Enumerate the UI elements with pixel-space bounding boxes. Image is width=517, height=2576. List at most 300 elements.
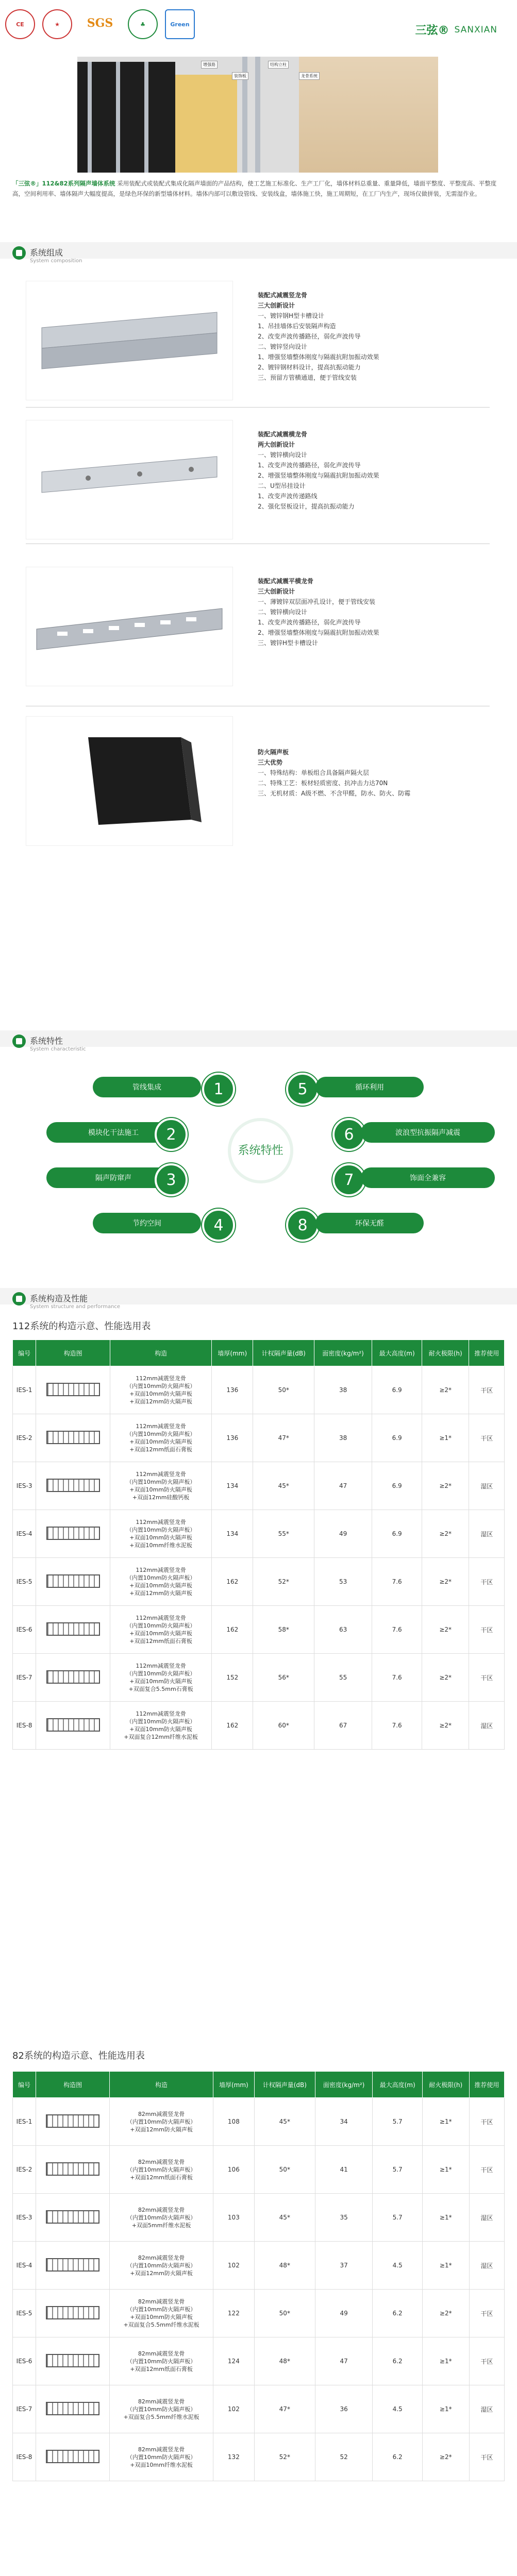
diagram-icon (46, 2162, 99, 2176)
table-cell: IES-2 (13, 1414, 36, 1462)
component-point: 三大创新设计 (258, 302, 295, 309)
structure-diagram (36, 1606, 110, 1654)
structure-diagram (36, 1414, 110, 1462)
table-cell: 干区 (469, 1654, 505, 1702)
diagram-icon (46, 1718, 100, 1732)
table-cell: 36 (315, 2385, 373, 2433)
component-point: 一、薄镀锌双层面冲孔设计，便于管线安装 (258, 598, 376, 605)
feature-finish-compatible: 饰面全兼容 (361, 1167, 495, 1188)
feature-number: 8 (286, 1209, 319, 1242)
component-point: 1、改变声波传播路径，弱化声波传导 (258, 462, 361, 469)
diagram-icon (46, 1670, 100, 1684)
structure-diagram (36, 1510, 110, 1558)
table-cell: ≥2* (422, 1606, 469, 1654)
performance-title-en: System structure and performance (30, 1304, 121, 1310)
feature-save-space: 节约空间 (93, 1213, 201, 1233)
table-cell: 6.2 (373, 2337, 422, 2385)
column-header: 耐火极限(h) (422, 1340, 469, 1366)
table-row (13, 1702, 505, 1750)
table-cell: IES-3 (13, 2194, 36, 2242)
table-cell: 58* (253, 1606, 314, 1654)
component-title: 装配式减震平横龙骨 (258, 578, 314, 585)
table-cell: 49 (314, 1510, 372, 1558)
table-cell: 5.7 (373, 2194, 422, 2242)
table-cell: 152 (212, 1654, 253, 1702)
brand-name-cn: 三弦® (415, 24, 449, 37)
table-row (13, 1606, 505, 1654)
component-point: 二、U型吊挂设计 (258, 482, 306, 489)
diagram-icon (46, 1622, 100, 1636)
table-cell: 112mm减震竖龙骨 （内置10mm防火隔声板） +双面10mm防火隔声板 +双面12mm防火隔声板 (110, 1366, 212, 1414)
structure-diagram (36, 2385, 110, 2433)
component-flat-stud (26, 567, 490, 685)
table-cell: 7.6 (372, 1606, 422, 1654)
component-point: 一、特殊结构：单板组合具备隔声隔火层 (258, 769, 370, 776)
table-cell: ≥1* (422, 2385, 469, 2433)
table-cell: 湿区 (469, 1510, 505, 1558)
table-cell: 干区 (469, 1606, 505, 1654)
table-cell: 82mm减震竖龙骨 （内置10mm防火隔声板） +双面12mm防火隔声板 (110, 2098, 213, 2146)
component-point: 两大创新设计 (258, 441, 295, 448)
stud (88, 62, 92, 173)
diagram-icon (46, 1574, 100, 1588)
column-header: 计权隔声量(dB) (253, 1340, 314, 1366)
brand-name-en: SANXIAN (454, 24, 497, 35)
diagram-icon (46, 2306, 99, 2319)
page-header (0, 0, 517, 52)
table-cell: 41 (315, 2146, 373, 2194)
table-cell: 134 (212, 1510, 253, 1558)
column-header: 推荐使用 (469, 2072, 504, 2098)
column-header: 耐火极限(h) (422, 2072, 469, 2098)
table-cell: ≥2* (422, 1702, 469, 1750)
board-illustration (26, 717, 232, 845)
table-row (13, 2098, 505, 2146)
feature-number: 2 (155, 1118, 188, 1151)
table-cell: 干区 (469, 2146, 504, 2194)
feature-sound-insulation: 隔声防窜声 (46, 1167, 180, 1188)
table-cell: IES-8 (13, 1702, 36, 1750)
component-title: 防火隔声板 (258, 749, 289, 756)
table-cell: 47 (314, 1462, 372, 1510)
structure-diagram (36, 2194, 110, 2242)
flat-stud-image (26, 567, 233, 686)
table-cell: 7.6 (372, 1558, 422, 1606)
column-header: 最大高度(m) (373, 2072, 422, 2098)
intro-text (0, 178, 517, 230)
table-cell: ≥2* (422, 1462, 469, 1510)
table-cell: 6.9 (372, 1462, 422, 1510)
table-cell: 6.9 (372, 1510, 422, 1558)
table-cell: 48* (254, 2337, 315, 2385)
table-row (13, 2385, 505, 2433)
table-cell: 干区 (469, 1366, 505, 1414)
table-cell: 干区 (469, 1558, 505, 1606)
column-header: 构造 (110, 1340, 212, 1366)
component-point: 1、吊挂墙体后安装隔声构造 (258, 323, 336, 330)
table-cell: 50* (253, 1366, 314, 1414)
performance-title-cn: 系统构造及性能 (30, 1294, 88, 1303)
diagram-icon (46, 2210, 99, 2224)
table-cell: ≥2* (422, 1654, 469, 1702)
table-cell: 67 (314, 1702, 372, 1750)
table-cell: 45* (254, 2194, 315, 2242)
table-cell: 34 (315, 2098, 373, 2146)
dark-panel-left (77, 62, 175, 173)
feature-number: 3 (155, 1163, 188, 1196)
table-cell: ≥2* (422, 1558, 469, 1606)
diagram-icon (46, 2450, 99, 2463)
table-cell: IES-4 (13, 1510, 36, 1558)
component-point: 三、镀锌H型卡槽设计 (258, 639, 319, 647)
component-point: 一、镀锌钢H型卡槽设计 (258, 312, 325, 319)
table-cell: 112mm减震竖龙骨 （内置10mm防火隔声板） +双面10mm防火隔声板 +双面复合5.5mm石膏板 (110, 1654, 212, 1702)
structure-diagram (36, 1366, 110, 1414)
table-body (13, 1366, 505, 1750)
wall-tag: 增强筋 (201, 61, 218, 69)
column-header: 面密度(kg/m²) (315, 2072, 373, 2098)
table-row (13, 2290, 505, 2337)
wall-tag: 结构立柱 (268, 61, 289, 69)
diagram-icon (46, 1383, 100, 1396)
component-point: 三、预留方管横通道，便于管线安装 (258, 374, 357, 381)
feature-recycling: 循环利用 (315, 1077, 424, 1097)
section-icon (12, 1292, 26, 1306)
table-cell: IES-6 (13, 1606, 36, 1654)
composition-title-cn: 系统组成 (30, 248, 63, 258)
component-point: 三大创新设计 (258, 588, 295, 595)
stud-illustration (26, 281, 232, 400)
table-cell: ≥2* (422, 1510, 469, 1558)
table-cell: IES-8 (13, 2433, 36, 2481)
divider (26, 407, 490, 408)
table-cell: IES-5 (13, 2290, 36, 2337)
table-cell: 6.2 (373, 2290, 422, 2337)
table-row (13, 2337, 505, 2385)
table-cell: 38 (314, 1414, 372, 1462)
table-cell: 102 (213, 2242, 254, 2290)
table-cell: 53 (314, 1558, 372, 1606)
table-cell: 136 (212, 1366, 253, 1414)
certification-logos (5, 9, 195, 39)
table-cell: 55* (253, 1510, 314, 1558)
green-building-logo: Green (165, 9, 195, 39)
table-cell: 干区 (469, 2098, 504, 2146)
flat-stud-text (258, 576, 379, 648)
table-cell: IES-1 (13, 2098, 36, 2146)
column-header: 编号 (13, 1340, 36, 1366)
wall-tag: 装饰板 (232, 72, 248, 80)
table-cell: 112mm减震竖龙骨 （内置10mm防火隔声板） +双面10mm防火隔声板 +双面12mm纸面石膏板 (110, 1606, 212, 1654)
table-cell: 162 (212, 1558, 253, 1606)
table-row (13, 1558, 505, 1606)
structure-diagram (36, 2337, 110, 2385)
table-cell: IES-7 (13, 2385, 36, 2433)
brand-logo (415, 22, 497, 38)
stud (116, 62, 120, 173)
table-cell: 82mm减震竖龙骨 （内置10mm防火隔声板） +双面复合5.5mm纤维水泥板 (110, 2385, 213, 2433)
diagram-icon (46, 1479, 100, 1492)
table-cell: ≥1* (422, 1414, 469, 1462)
table-cell: 7.6 (372, 1702, 422, 1750)
column-header: 计权隔声量(dB) (254, 2072, 315, 2098)
table-cell: 132 (213, 2433, 254, 2481)
feature-pipeline-integration: 管线集成 (93, 1077, 201, 1097)
star-certification-logo: ★ (42, 9, 72, 39)
column-header: 构造 (110, 2072, 213, 2098)
component-point: 一、镀锌横向设计 (258, 451, 308, 459)
table-row (13, 2146, 505, 2194)
table-cell: 4.5 (373, 2385, 422, 2433)
table-cell: 82mm减震竖龙骨 （内置10mm防火隔声板） +双面12mm防火隔声板 (110, 2242, 213, 2290)
intro-highlight: 「三弦®」112&82系列隔声墙体系统 (12, 180, 115, 187)
table-cell: IES-2 (13, 2146, 36, 2194)
table-82-caption: 82系统的构造示意、性能选用表 (12, 2050, 145, 2061)
column-header: 构造图 (36, 1340, 110, 1366)
feature-number: 5 (286, 1073, 319, 1106)
table-cell: 6.9 (372, 1414, 422, 1462)
table-cell: 112mm减震竖龙骨 （内置10mm防火隔声板） +双面10mm防火隔声板 +双面12mm防火隔声板 (110, 1558, 212, 1606)
table-cell: IES-7 (13, 1654, 36, 1702)
table-cell: 55 (314, 1654, 372, 1702)
structure-diagram (36, 2146, 110, 2194)
component-point: 2、增强竖墙整体刚度与隔震抗附加振动效果 (258, 472, 379, 479)
table-cell: 52* (253, 1558, 314, 1606)
feature-wave-vibration: 波浪型抗振隔声减震 (361, 1122, 495, 1143)
column-header: 墙厚(mm) (212, 1340, 253, 1366)
component-point: 2、改变声波传播路径，弱化声波传导 (258, 333, 361, 340)
table-cell: 5.7 (373, 2146, 422, 2194)
table-cell: 湿区 (469, 1462, 505, 1510)
table-cell: 82mm减震竖龙骨 （内置10mm防火隔声板） +双面10mm防火隔声板 +双面复合5.5mm纤维水泥板 (110, 2290, 213, 2337)
vertical-stud-image (26, 281, 233, 400)
fireproof-board-text (258, 747, 410, 799)
horizontal-stud-text (258, 429, 379, 512)
component-horizontal-stud (26, 420, 490, 538)
feature-dry-construction: 模块化干法施工 (46, 1122, 180, 1143)
table-cell: 47* (254, 2385, 315, 2433)
table-row (13, 1366, 505, 1414)
table-cell: ≥2* (422, 2290, 469, 2337)
diagram-icon (46, 1527, 100, 1540)
feature-number: 1 (202, 1073, 235, 1106)
component-title: 装配式减震横龙骨 (258, 431, 308, 438)
structure-diagram (36, 2290, 110, 2337)
feature-number: 6 (332, 1118, 365, 1151)
component-point: 二、镀锌横向设计 (258, 608, 308, 616)
performance-title (12, 1292, 120, 1310)
component-point: 2、强化竖板设计，提高抗振动能力 (258, 503, 355, 510)
diagram-icon (46, 2354, 99, 2367)
table-cell: IES-6 (13, 2337, 36, 2385)
table-cell: 干区 (469, 2290, 504, 2337)
feature-eco-friendly: 环保无醛 (315, 1213, 424, 1233)
characteristic-center: 系统特性 (228, 1118, 293, 1183)
table-cell: ≥2* (422, 2433, 469, 2481)
column-header: 墙厚(mm) (213, 2072, 254, 2098)
component-point: 2、镀锌钢材料设计，提高抗振动能力 (258, 364, 361, 371)
table-cell: ≥1* (422, 2337, 469, 2385)
sgs-logo: SGS (79, 9, 121, 37)
table-cell: 湿区 (469, 1702, 505, 1750)
table-cell: 35 (315, 2194, 373, 2242)
table-cell: 134 (212, 1462, 253, 1510)
table-cell: 82mm减震竖龙骨 （内置10mm防火隔声板） +双面12mm纸面石膏板 (110, 2337, 213, 2385)
composition-title (12, 246, 82, 264)
table-cell: 4.5 (373, 2242, 422, 2290)
wall-system-illustration (0, 57, 517, 170)
table-row (13, 2242, 505, 2290)
feature-number: 4 (202, 1209, 235, 1242)
component-point: 三大优势 (258, 759, 283, 766)
table-cell: 162 (212, 1702, 253, 1750)
section-icon (12, 1035, 26, 1048)
table-header (13, 1340, 505, 1366)
component-point: 1、改变声波传递路线 (258, 493, 318, 500)
horizontal-stud-image (26, 420, 233, 539)
characteristic-title (12, 1035, 86, 1052)
table-cell: IES-4 (13, 2242, 36, 2290)
column-header: 编号 (13, 2072, 36, 2098)
table-cell: 102 (213, 2385, 254, 2433)
table-cell: 48* (254, 2242, 315, 2290)
component-title: 装配式减震竖龙骨 (258, 292, 308, 299)
table-cell: 45* (253, 1462, 314, 1510)
table-row (13, 2433, 505, 2481)
component-point: 二、镀锌竖向设计 (258, 343, 308, 350)
characteristic-title-cn: 系统特性 (30, 1036, 63, 1046)
table-cell: 56* (253, 1654, 314, 1702)
table-cell: 干区 (469, 1414, 505, 1462)
table-cell: 103 (213, 2194, 254, 2242)
table-cell: 湿区 (469, 2385, 504, 2433)
table-cell: 50* (254, 2146, 315, 2194)
structure-diagram (36, 1702, 110, 1750)
green-leaf-logo: ♣ (128, 9, 158, 39)
feature-number: 7 (332, 1163, 365, 1196)
performance-table-82 (12, 2071, 505, 2481)
table-cell: 6.9 (372, 1366, 422, 1414)
table-cell: 82mm减震竖龙骨 （内置10mm防火隔声板） +双面12mm纸面石膏板 (110, 2146, 213, 2194)
table-cell: 干区 (469, 2337, 504, 2385)
component-point: 二、特殊工艺：板材轻质密度、抗冲击力达70N (258, 779, 388, 787)
table-cell: 124 (213, 2337, 254, 2385)
table-cell: 63 (314, 1606, 372, 1654)
table-cell: 162 (212, 1606, 253, 1654)
diagram-icon (46, 2258, 99, 2272)
table-row (13, 1414, 505, 1462)
table-cell: 60* (253, 1702, 314, 1750)
table-row (13, 1462, 505, 1510)
table-cell: 112mm减震竖龙骨 （内置10mm防火隔声板） +双面10mm防火隔声板 +双面复合12mm纤维水泥板 (110, 1702, 212, 1750)
section-icon (12, 246, 26, 260)
table-cell: ≥1* (422, 2098, 469, 2146)
table-cell: 50* (254, 2290, 315, 2337)
column-header: 推荐使用 (469, 1340, 505, 1366)
table-cell: 干区 (469, 2433, 504, 2481)
table-cell: 38 (314, 1366, 372, 1414)
table-cell: 136 (212, 1414, 253, 1462)
table-cell: 112mm减震竖龙骨 （内置10mm防火隔声板） +双面10mm防火隔声板 +双面10mm纤维水泥板 (110, 1510, 212, 1558)
table-cell: ≥2* (422, 1366, 469, 1414)
stud (255, 57, 260, 173)
wall-render (77, 57, 438, 173)
table-cell: IES-1 (13, 1366, 36, 1414)
table-cell: ≥1* (422, 2146, 469, 2194)
table-cell: 106 (213, 2146, 254, 2194)
table-cell: 湿区 (469, 2194, 504, 2242)
structure-diagram (36, 1462, 110, 1510)
component-point: 1、改变声波传播路径，弱化声波传导 (258, 619, 361, 626)
table-cell: 49 (315, 2290, 373, 2337)
table-cell: 52* (254, 2433, 315, 2481)
stud-illustration (26, 420, 232, 539)
characteristic-title-en: System characteristic (30, 1046, 86, 1052)
table-cell: 82mm减震竖龙骨 （内置10mm防火隔声板） +双面10mm纤维水泥板 (110, 2433, 213, 2481)
diagram-icon (46, 1431, 100, 1444)
table-cell: IES-3 (13, 1462, 36, 1510)
table-cell: ≥1* (422, 2242, 469, 2290)
structure-diagram (36, 2242, 110, 2290)
table-112-caption: 112系统的构造示意、性能选用表 (12, 1321, 151, 1332)
table-cell: 45* (254, 2098, 315, 2146)
component-fireproof-board (26, 716, 490, 845)
table-cell: IES-5 (13, 1558, 36, 1606)
component-point: 三、无机材质：A级不燃、不含甲醛，防水、防火、防霉 (258, 790, 411, 797)
table-cell: 47 (315, 2337, 373, 2385)
structure-diagram (36, 1654, 110, 1702)
component-point: 2、增强竖墙整体刚度与隔震抗附加振动效果 (258, 629, 379, 636)
table-header (13, 2072, 505, 2098)
structure-diagram (36, 2098, 110, 2146)
table-row (13, 1654, 505, 1702)
column-header: 最大高度(m) (372, 1340, 422, 1366)
vertical-stud-text (258, 290, 379, 383)
table-row (13, 1510, 505, 1558)
stud (144, 62, 148, 173)
finish-board (299, 57, 438, 173)
table-cell: 112mm减震竖龙骨 （内置10mm防火隔声板） +双面10mm防火隔声板 +双面12mm纸面石膏板 (110, 1414, 212, 1462)
table-row (13, 2194, 505, 2242)
stud-illustration (26, 567, 232, 686)
performance-table-112 (12, 1340, 505, 1750)
column-header: 面密度(kg/m²) (314, 1340, 372, 1366)
component-vertical-stud (26, 281, 490, 399)
fireproof-board-image (26, 716, 233, 846)
table-cell: 47* (253, 1414, 314, 1462)
table-cell: 108 (213, 2098, 254, 2146)
table-cell: 82mm减震竖龙骨 （内置10mm防火隔声板） +双面5mm纤维水泥板 (110, 2194, 213, 2242)
table-cell: 122 (213, 2290, 254, 2337)
table-cell: 湿区 (469, 2242, 504, 2290)
diagram-icon (46, 2402, 99, 2415)
table-cell: 112mm减震竖龙骨 （内置10mm防火隔声板） +双面10mm防火隔声板 +双面12mm硅酸钙板 (110, 1462, 212, 1510)
table-cell: 5.7 (373, 2098, 422, 2146)
structure-diagram (36, 1558, 110, 1606)
intro-body: 采用装配式或装配式集成化隔声墙面的产品结构，使工艺施工标准化、生产工厂化，墙体材料总重量、重量降低，墙面平整度、平整度高、平整度高，空间利用率、墙体隔声大幅度提高，是绿色环保的新型墙体材料。墙体内部可以敷设管线、安装线盒，墙体施工快，施工周期短，在工厂内生产，现场仅做拼装，无需湿作业。 (12, 180, 497, 197)
table-cell: ≥1* (422, 2194, 469, 2242)
table-cell: 6.2 (373, 2433, 422, 2481)
table-cell: 7.6 (372, 1654, 422, 1702)
column-header: 构造图 (36, 2072, 110, 2098)
structure-diagram (36, 2433, 110, 2481)
component-point: 1、增强竖墙整体刚度与隔震抗附加振动效果 (258, 353, 379, 361)
insulation-layer (175, 75, 237, 173)
table-cell: 37 (315, 2242, 373, 2290)
table-cell: 52 (315, 2433, 373, 2481)
ce-logo: CE (5, 9, 35, 39)
wall-tag: 龙骨系统 (299, 72, 320, 80)
